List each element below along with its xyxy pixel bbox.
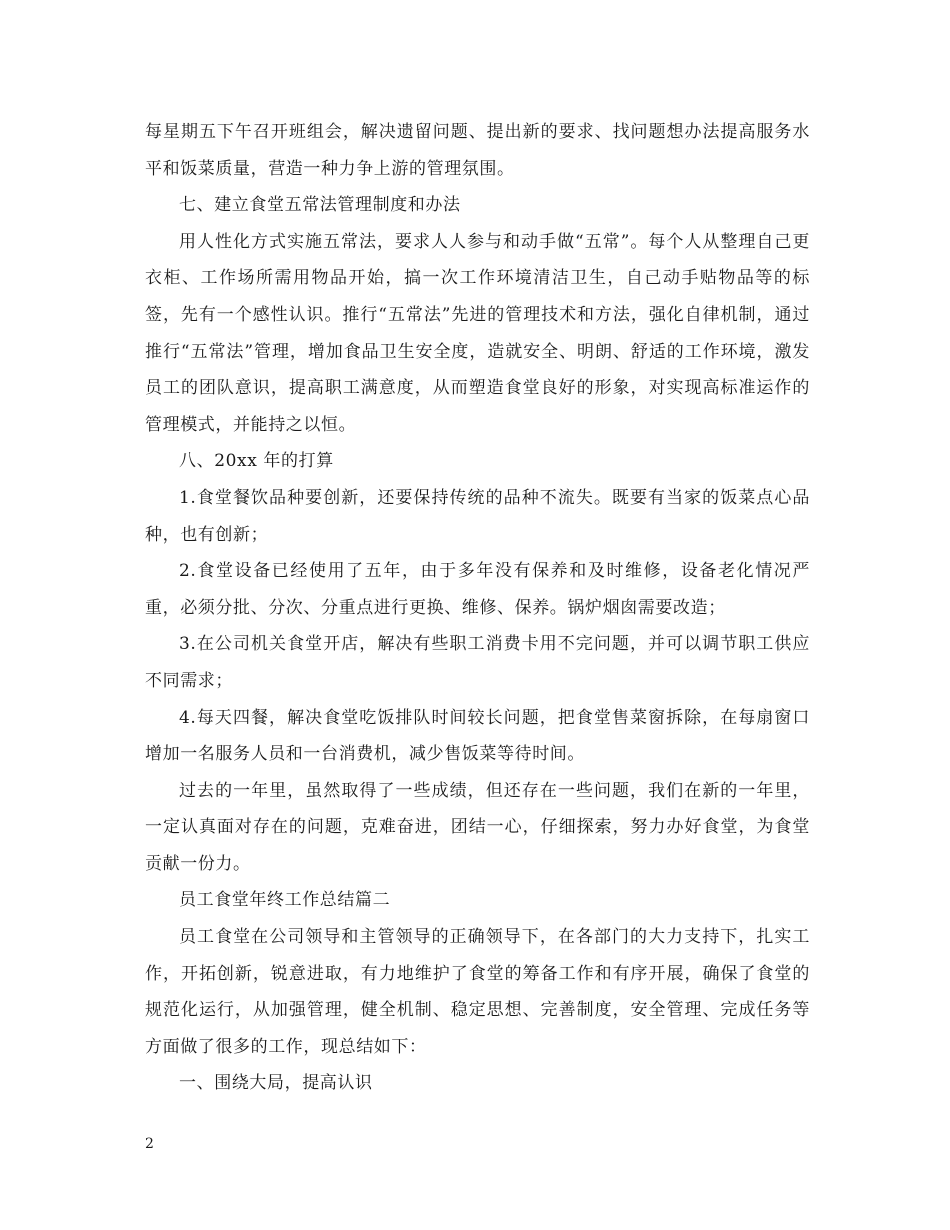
plan-item-3: 3.在公司机关食堂开店，解决有些职工消费卡用不完问题，并可以调节职工供应不同需求； [145,634,810,691]
section-heading-eight: 八、20xx 年的打算 [179,451,334,472]
paragraph-five-s-method: 用人性化方式实施五常法，要求人人参与和动手做“五常”。每个人从整理自己更衣柜、工作场所需用物品开始，搞一次工作环境清洁卫生，自己动手贴物品等的标签，先有一个感性认识。推行“五常法”先进的管理技术和方法，强化自律机制，通过推行“五常法”管理，增加食品卫生安全度，造就安全、明朗、舒适的工作环境，激发员工的团队意识，提高职工满意度，从而塑造食堂良好的形象，对实现高标准运作的管理模式，并能持之以恒。 [145,231,810,435]
plan-item-1: 1.食堂餐饮品种要创新，还要保持传统的品种不流失。既要有当家的饭菜点心品种，也有创新； [145,487,810,545]
section-heading-seven: 七、建立食堂五常法管理制度和办法 [179,195,461,216]
section-heading-one: 一、围绕大局，提高认识 [179,1073,373,1094]
article-two-title: 员工食堂年终工作总结篇二 [179,890,391,911]
document-body [145,114,810,1102]
paragraph-article-two-intro: 员工食堂在公司领导和主管领导的正确领导下，在各部门的大力支持下，扎实工作，开拓创新，锐意进取，有力地维护了食堂的筹备工作和有序开展，确保了食堂的规范化运行，从加强管理，健全机制、稳定思想、完善制度，安全管理、完成任务等方面做了很多的工作，现总结如下： [145,927,810,1057]
plan-item-4: 4.每天四餐，解决食堂吃饭排队时间较长问题，把食堂售菜窗拆除，在每扇窗口增加一名服务人员和一台消费机，减少售饭菜等待时间。 [145,707,810,765]
paragraph-continuation: 每星期五下午召开班组会，解决遗留问题、提出新的要求、找问题想办法提高服务水平和饭菜质量，营造一种力争上游的管理氛围。 [145,122,810,179]
plan-item-2: 2.食堂设备已经使用了五年，由于多年没有保养和及时维修，设备老化情况严重，必须分批、分次、分重点进行更换、维修、保养。锅炉烟囱需要改造； [145,561,810,618]
page-number: 2 [145,1136,154,1152]
paragraph-conclusion: 过去的一年里，虽然取得了一些成绩，但还存在一些问题，我们在新的一年里，一定认真面对存在的问题，克难奋进，团结一心，仔细探索，努力办好食堂，为食堂贡献一份力。 [145,780,810,874]
